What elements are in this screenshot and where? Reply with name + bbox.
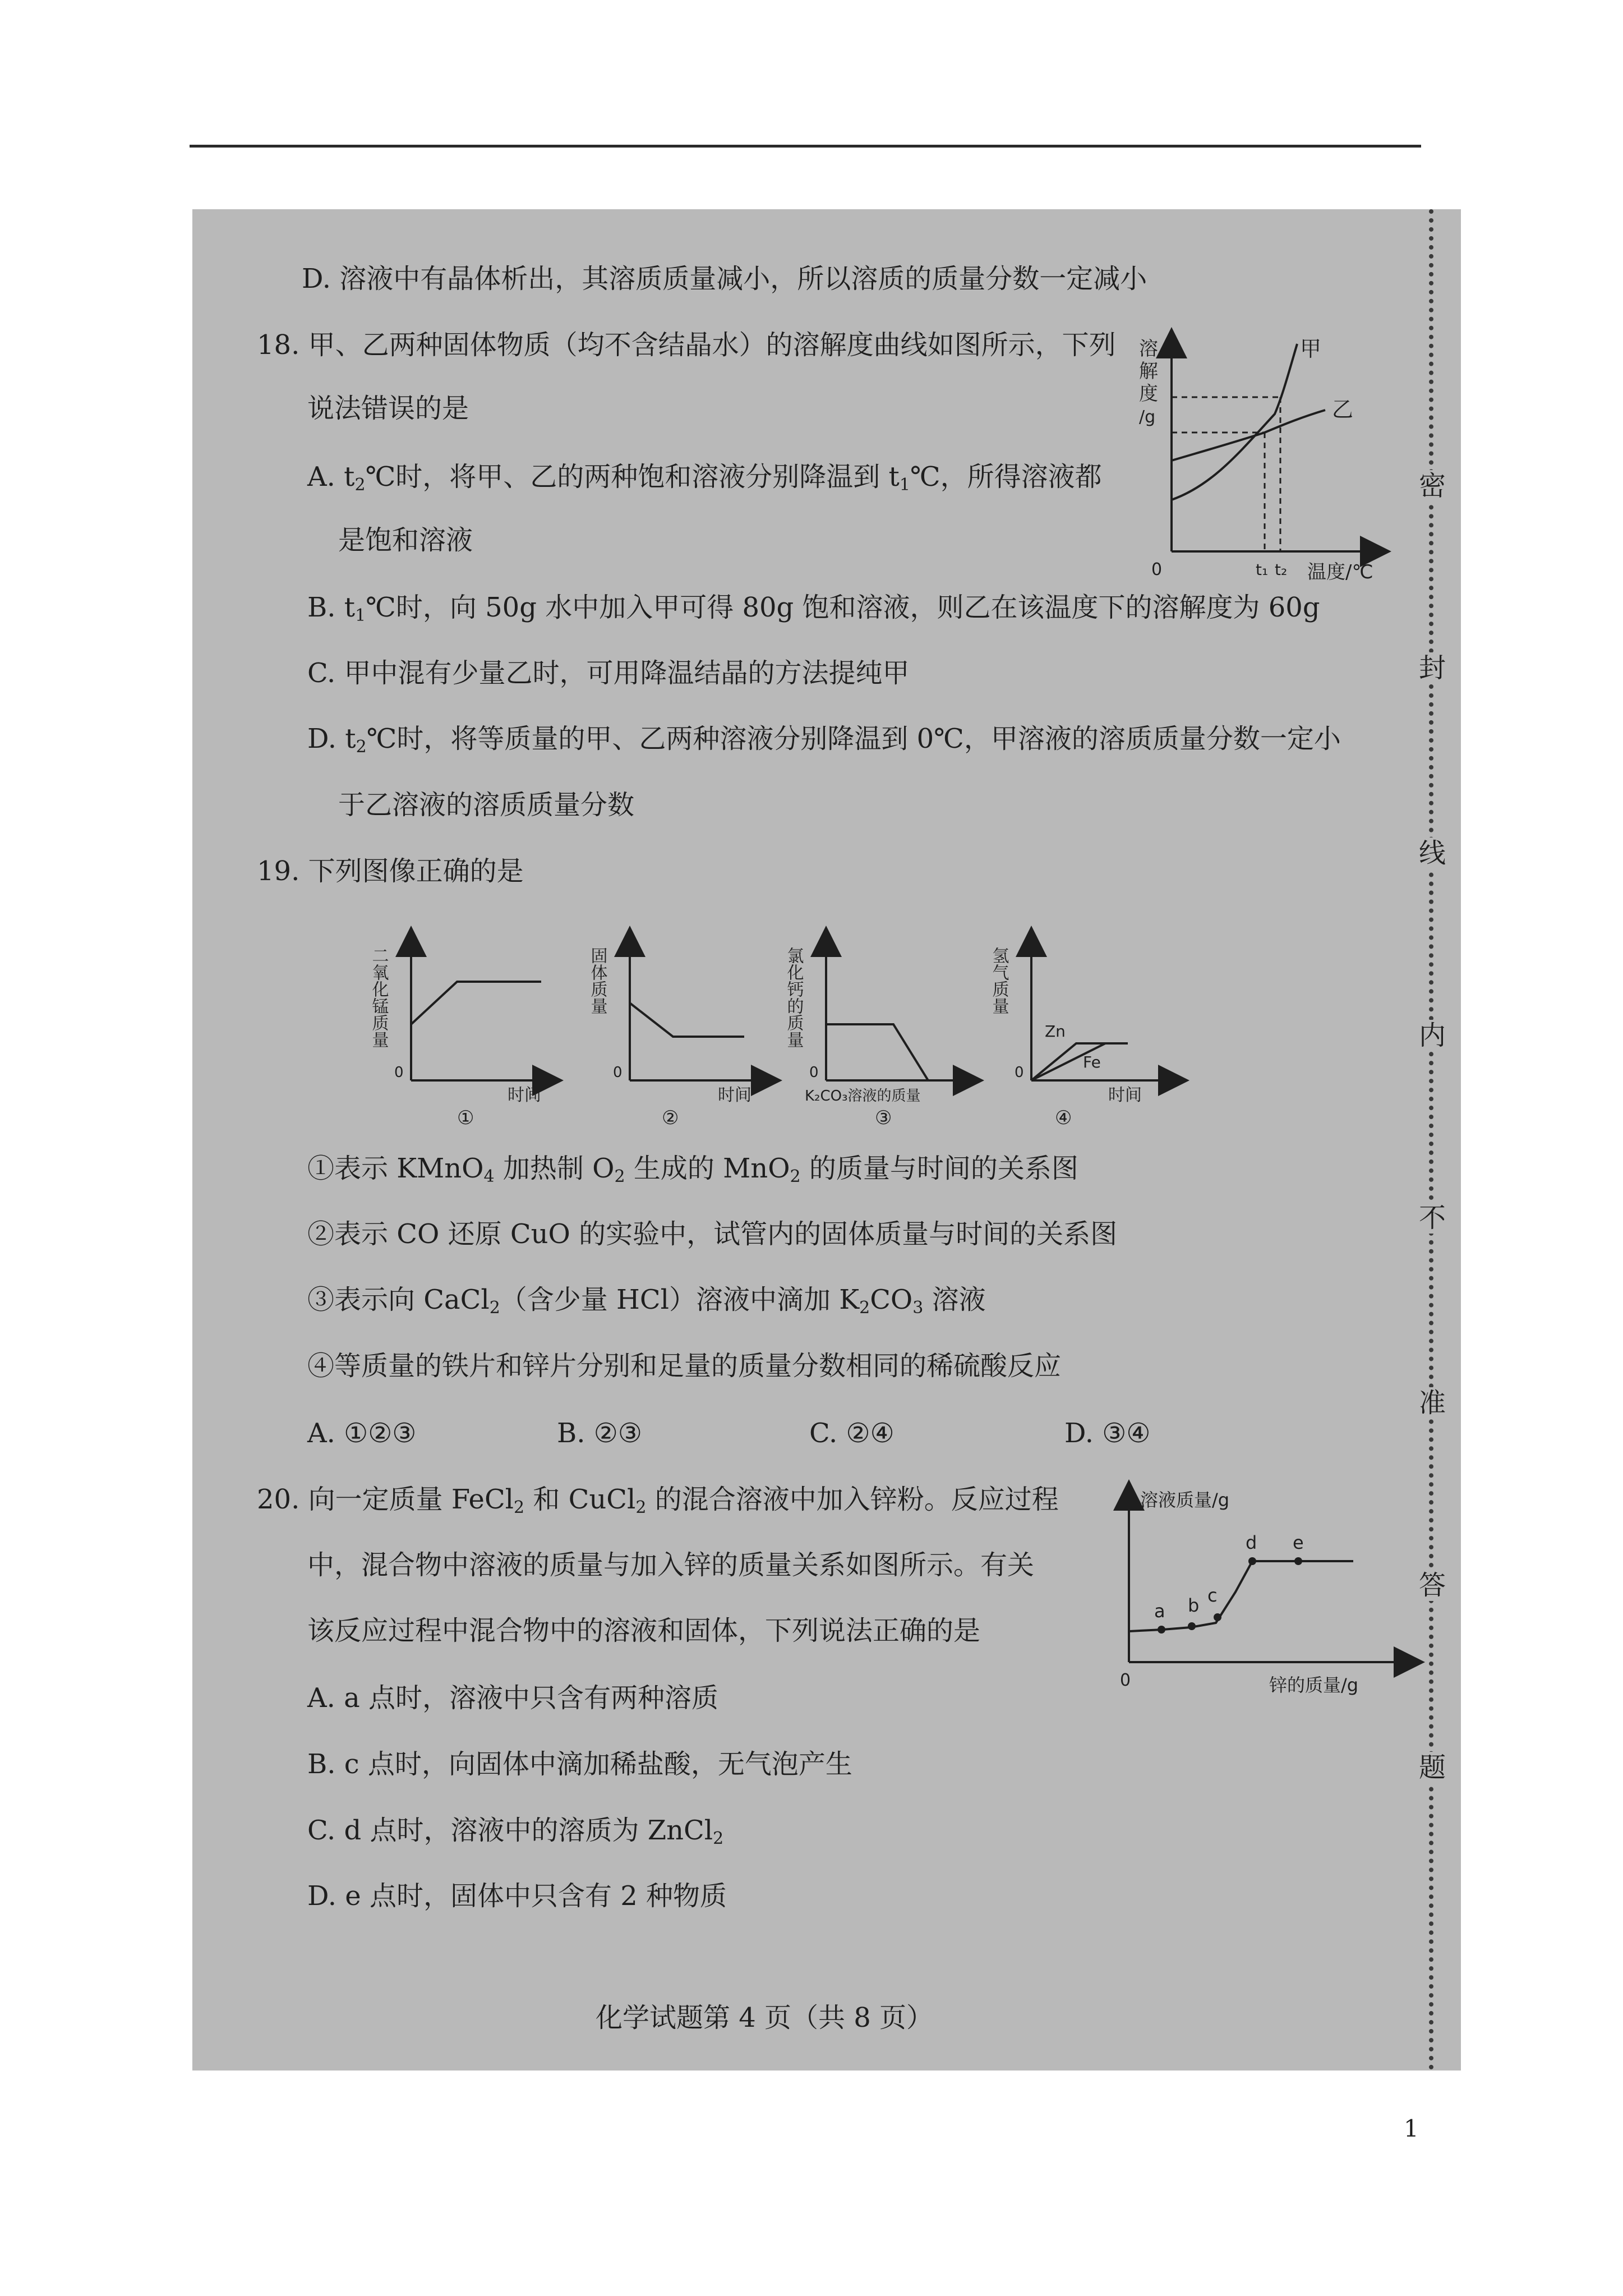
q19c4-origin: 0 bbox=[1015, 1064, 1024, 1081]
q19c3-x-label: K₂CO₃溶液的质量 bbox=[805, 1088, 921, 1105]
q19-chart-3 bbox=[783, 919, 973, 1129]
q18-curve-yi bbox=[1172, 410, 1325, 461]
q20-stem-line2: 中，混合物中溶液的质量与加入锌的质量关系如图所示。有关 bbox=[307, 1549, 1035, 1581]
q19c2-origin: 0 bbox=[613, 1064, 623, 1081]
q19-option-d: D. ③④ bbox=[1064, 1418, 1151, 1449]
q20-solution-mass-chart bbox=[1067, 1483, 1415, 1707]
scanned-exam-page bbox=[192, 209, 1461, 2070]
q20-point-e bbox=[1294, 1557, 1302, 1565]
q20-point-d bbox=[1248, 1557, 1256, 1565]
q18-option-d-line1: D. $t_2℃$时，将等质量的甲、乙两种溶液分别降温到 0℃，甲溶液的溶质质量分数一定小 bbox=[307, 723, 1341, 757]
q19c2-y-label: 固体质量 bbox=[587, 947, 607, 1014]
q19c2-x-label: 时间 bbox=[718, 1085, 751, 1105]
q19-option-a: A. ①②③ bbox=[307, 1418, 417, 1449]
q20-stem-line1: 20. 向一定质量 FeCl$_2$ 和 CuCl$_2$ 的混合溶液中加入锌粉。反应过程 bbox=[257, 1484, 1059, 1517]
binding-char-7: 答 bbox=[1419, 1570, 1446, 1601]
q20-label-c: c bbox=[1207, 1585, 1218, 1606]
q19c4-x-label: 时间 bbox=[1108, 1085, 1142, 1105]
q19-chart-1 bbox=[368, 919, 552, 1129]
q20-label-d: d bbox=[1246, 1532, 1257, 1553]
q18-y-label-3: 度 bbox=[1139, 383, 1158, 405]
page-number: 1 bbox=[1404, 2115, 1419, 2142]
q17-option-d: D. 溶液中有晶体析出，其溶质质量减小，所以溶质的质量分数一定减小 bbox=[302, 263, 1147, 295]
q20-y-label: 溶液质量/g bbox=[1140, 1489, 1230, 1511]
q19-chart-2 bbox=[587, 919, 771, 1129]
q18-stem-line1: 18. 甲、乙两种固体物质（均不含结晶水）的溶解度曲线如图所示，下列 bbox=[257, 329, 1116, 361]
q20-x-label: 锌的质量/g bbox=[1269, 1674, 1359, 1696]
binding-char-8: 题 bbox=[1419, 1752, 1446, 1783]
q20-option-d: D. e 点时，固体中只含有 2 种物质 bbox=[307, 1880, 727, 1912]
binding-char-6: 准 bbox=[1419, 1387, 1446, 1419]
q19c4-y-label: 氢气质量 bbox=[989, 947, 1009, 1014]
q19c4-label-zn: Zn bbox=[1045, 1022, 1066, 1041]
q20-option-b: B. c 点时，向固体中滴加稀盐酸，无气泡产生 bbox=[307, 1749, 852, 1780]
q18-curve-jia bbox=[1172, 344, 1297, 500]
q18-option-a-line2: 是饱和溶液 bbox=[338, 524, 473, 556]
q18-label-yi: 乙 bbox=[1332, 397, 1354, 422]
q20-option-a: A. a 点时，溶液中只含有两种溶质 bbox=[307, 1682, 719, 1714]
q19-statement-2: ②表示 CO 还原 CuO 的实验中，试管内的固体质量与时间的关系图 bbox=[307, 1218, 1118, 1250]
binding-char-1: 密 bbox=[1419, 470, 1446, 501]
q19c2-line bbox=[630, 1003, 744, 1037]
q20-point-c bbox=[1214, 1613, 1221, 1621]
q18-option-d-line2: 于乙溶液的溶质质量分数 bbox=[338, 789, 635, 821]
q19c1-y-label: 二氧化锰质量 bbox=[368, 947, 389, 1048]
q19c1-line bbox=[411, 982, 541, 1024]
q19-statement-3: ③表示向 CaCl$_2$（含少量 HCl）溶液中滴加 $K_2CO_3$ 溶液 bbox=[307, 1284, 986, 1318]
q19c1-x-label: 时间 bbox=[508, 1085, 541, 1105]
q19-option-b: B. ②③ bbox=[557, 1418, 642, 1449]
q19-stem: 19. 下列图像正确的是 bbox=[257, 855, 524, 887]
q19c2-num: ② bbox=[662, 1107, 679, 1129]
binding-char-2: 封 bbox=[1419, 652, 1446, 684]
q19-statement-1: ①表示 KMnO$_4$ 加热制 $O_2$ 生成的 MnO$_2$ 的质量与时间的关系图 bbox=[307, 1153, 1078, 1186]
q20-stem-line3: 该反应过程中混合物中的溶液和固体，下列说法正确的是 bbox=[307, 1615, 981, 1646]
q18-tick-t1: t₁ bbox=[1256, 560, 1269, 579]
q19c4-line-fe bbox=[1031, 1043, 1128, 1080]
q19c3-line bbox=[826, 1024, 928, 1080]
q19c3-origin: 0 bbox=[809, 1064, 819, 1081]
q19c3-y-label: 氯化钙的质量 bbox=[783, 947, 804, 1048]
page-footer: 化学试题第 4 页（共 8 页） bbox=[595, 2002, 934, 2033]
q19c1-num: ① bbox=[457, 1107, 474, 1129]
q20-point-b bbox=[1188, 1622, 1196, 1630]
binding-char-3: 线 bbox=[1419, 838, 1446, 869]
q19c4-num: ④ bbox=[1055, 1107, 1072, 1129]
q19-statement-4: ④等质量的铁片和锌片分别和足量的质量分数相同的稀硫酸反应 bbox=[307, 1350, 1062, 1382]
q20-label-a: a bbox=[1154, 1600, 1165, 1622]
q18-origin: 0 bbox=[1151, 560, 1163, 579]
q19c4-line-zn bbox=[1031, 1043, 1128, 1080]
q18-tick-t2: t₂ bbox=[1275, 560, 1288, 579]
q18-option-a-line1: A. $t_2℃$时，将甲、乙的两种饱和溶液分别降温到 $t_1℃$，所得溶液都 bbox=[307, 461, 1102, 495]
q20-origin: 0 bbox=[1120, 1671, 1131, 1690]
q18-option-b: B. $t_1℃$时，向 50g 水中加入甲可得 80g 饱和溶液，则乙在该温度下的溶解度为 60g bbox=[307, 592, 1320, 625]
q20-option-c: C. d 点时，溶液中的溶质为 ZnCl$_2$ bbox=[307, 1815, 724, 1848]
q18-x-label: 温度/℃ bbox=[1307, 561, 1373, 583]
binding-char-5: 不 bbox=[1419, 1202, 1446, 1234]
q19c3-num: ③ bbox=[875, 1107, 892, 1129]
q18-option-c: C. 甲中混有少量乙时，可用降温结晶的方法提纯甲 bbox=[307, 657, 910, 689]
q20-label-e: e bbox=[1293, 1532, 1304, 1553]
q18-label-jia: 甲 bbox=[1300, 337, 1322, 361]
q18-solubility-chart bbox=[1112, 333, 1381, 591]
q19-option-c: C. ②④ bbox=[809, 1418, 895, 1449]
q18-stem-line2: 说法错误的是 bbox=[307, 393, 469, 424]
q20-point-a bbox=[1158, 1626, 1165, 1634]
top-rule bbox=[190, 145, 1421, 148]
q18-y-label-4: /g bbox=[1139, 407, 1156, 427]
q19c4-label-fe: Fe bbox=[1083, 1053, 1101, 1071]
q19-chart-4 bbox=[989, 919, 1178, 1129]
q18-y-label-1: 溶 bbox=[1139, 338, 1158, 360]
binding-char-4: 内 bbox=[1419, 1020, 1446, 1051]
q19c1-origin: 0 bbox=[394, 1064, 404, 1081]
q20-label-b: b bbox=[1188, 1595, 1200, 1616]
q18-y-label-2: 解 bbox=[1139, 360, 1158, 383]
